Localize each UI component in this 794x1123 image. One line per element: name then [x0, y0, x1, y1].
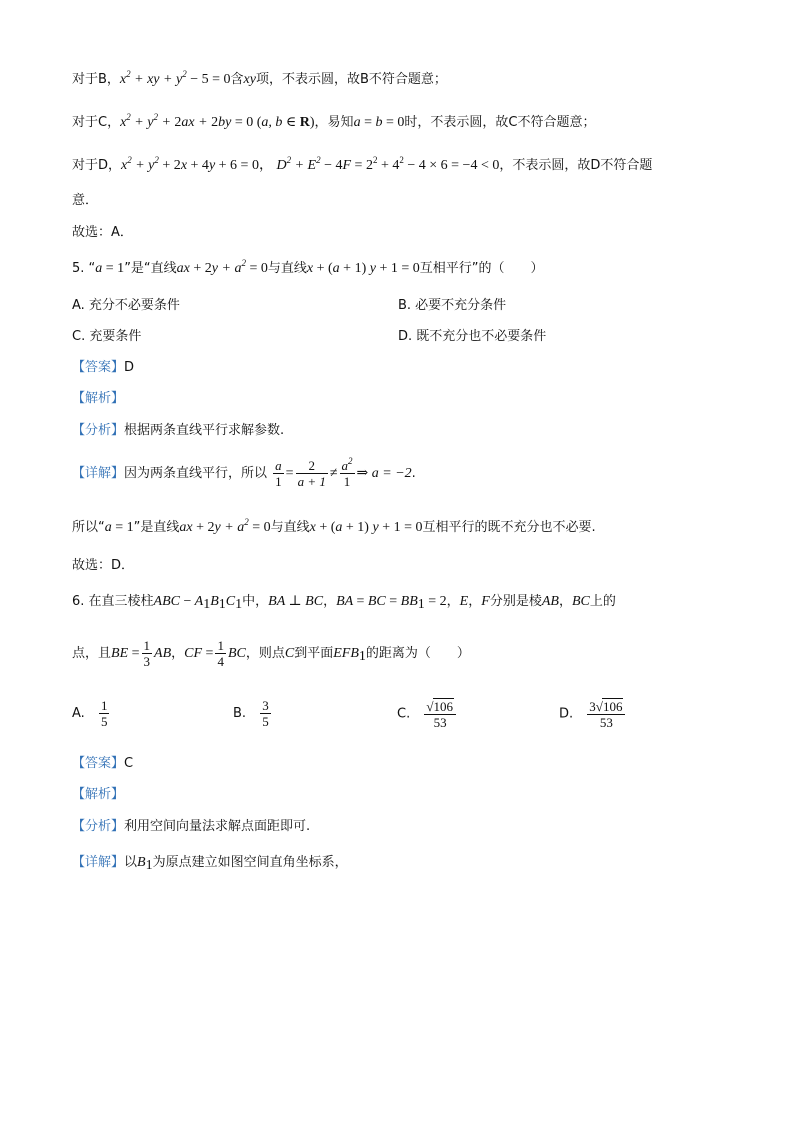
text: 意．: [72, 193, 99, 208]
q6-detail: [72, 854, 348, 872]
text: 互相平行的既不充分也不必要.: [422, 520, 596, 535]
text: ”是直线: [133, 520, 180, 535]
answer-tag: 【答案】: [72, 360, 125, 375]
text: 时，不表示圆，故C不符合题意；: [404, 115, 596, 130]
text: ，: [323, 594, 337, 609]
choose-d: [72, 557, 134, 575]
formula: xy: [243, 72, 256, 87]
detail-tag: 【详解】: [72, 466, 125, 481]
formula: ax + $2y + a^2 = 0$: [179, 517, 271, 535]
text: ，则点: [245, 646, 285, 661]
fraction: $\frac{a}{1}$: [275, 458, 282, 489]
q5-conclusion: [72, 519, 596, 537]
text: 的距离为（ ）: [365, 646, 470, 661]
q5-parse: [72, 390, 124, 408]
text: 对于B，: [72, 72, 120, 87]
formula: F: [481, 594, 490, 609]
q5-option-c[interactable]: [72, 328, 141, 346]
text: 利用空间向量法求解点面距即可.: [124, 819, 311, 834]
option-text: C. 充要条件: [72, 329, 142, 344]
text: ”是“直线: [124, 261, 177, 276]
option-text: A. 充分不必要条件: [72, 298, 180, 313]
formula: BC: [571, 594, 590, 609]
formula: CF =: [184, 646, 214, 661]
q6-answer: [72, 755, 133, 773]
text: 对于C，: [72, 115, 121, 130]
text: 5. “: [72, 261, 96, 276]
formula: a = 1: [95, 261, 125, 276]
formula: AB: [541, 594, 559, 609]
text: 互相平行”的（ ）: [419, 261, 544, 276]
formula: BE =: [111, 646, 140, 661]
text: 故选：A．: [72, 225, 133, 240]
text: 含: [230, 72, 244, 87]
question-6-line-2: 点，且BE = $\frac{1}{3}$ AB，CF = $\frac{1}{4}$ BC，则点C到平面$EFB_1$的距离为（ ）: [72, 638, 470, 669]
analysis-tag: 【分析】: [72, 819, 125, 834]
q5-analysis: [72, 422, 284, 440]
fraction: $\frac{1}{3}$: [143, 638, 151, 669]
text: ，: [446, 594, 460, 609]
detail-tag: 【详解】: [72, 855, 125, 870]
formula: E: [459, 594, 469, 609]
line-case-d-cont: [72, 192, 98, 210]
formula: BA ⊥ BC: [268, 594, 324, 609]
formula: ⇒ a = −2: [356, 466, 412, 481]
text: 点，且: [72, 646, 112, 661]
parse-tag: 【解析】: [72, 787, 125, 802]
text: ，: [171, 646, 185, 661]
text: 到平面: [294, 646, 334, 661]
formula: $EFB_1$: [333, 646, 366, 664]
q6-analysis: [72, 818, 310, 836]
analysis-tag: 【分析】: [72, 423, 125, 438]
option-text: D. 既不充分也不必要条件: [398, 329, 547, 344]
fraction: $\frac{3}{5}$: [262, 698, 269, 729]
q6-option-c[interactable]: [397, 698, 458, 731]
q5-option-b[interactable]: [398, 297, 506, 315]
text: ，易知: [314, 115, 354, 130]
formula: $x^2$ + xy + $y^2 - 5 = 0$: [119, 69, 231, 87]
q6-option-b[interactable]: [233, 698, 273, 730]
question-6: 6. 在直三棱柱ABC − $A_1B_1C_1$中，BA ⊥ BC，BA = BC = $BB_1 = 2$，E，F分别是棱AB，BC上的: [72, 594, 616, 612]
option-label: D.: [559, 706, 574, 722]
q6-option-a[interactable]: [72, 698, 111, 730]
answer-value: C: [124, 756, 134, 771]
formula: a = b = 0: [353, 115, 405, 130]
text: 上的: [589, 594, 616, 609]
text: ，: [468, 594, 482, 609]
answer-tag: 【答案】: [72, 756, 125, 771]
formula: x + (a + 1) y + 1 = 0: [309, 520, 423, 535]
formula: ax + $2y + a^2 = 0$: [176, 258, 268, 276]
option-label: A.: [72, 706, 85, 721]
formula: $B_1$: [137, 855, 153, 873]
formula: ABC − $A_1B_1C_1$: [153, 594, 243, 612]
text: 分别是棱: [489, 594, 542, 609]
line-case-b: [72, 71, 447, 89]
option-label: C.: [397, 706, 411, 722]
answer-value: D: [124, 360, 135, 375]
line-case-d: [72, 157, 652, 175]
line-case-c: [72, 114, 595, 132]
text: 对于D，: [72, 158, 122, 173]
text: 6. 在直三棱柱: [72, 594, 154, 609]
formula: x + (a + 1) y + 1 = 0: [306, 261, 420, 276]
text: 项，不表示圆，故B不符合题意；: [255, 72, 447, 87]
option-text: B. 必要不充分条件: [398, 298, 507, 313]
formula: $x^2 + y^2 + 2x + 4y + 6 = 0$， $D^2 + E^2 - 4F = 2^2 + 4^2 - 4 \times 6 = -4 < 0$: [121, 155, 500, 173]
question-5: [72, 260, 544, 278]
q5-detail: 【详解】因为两条直线平行，所以 $\frac{a}{1}$ = $\frac{2}{a + 1}$ ≠ $\frac{a^2}{1}$ ⇒ a = −2.: [72, 456, 416, 489]
text: 因为两条直线平行，所以: [124, 466, 268, 481]
q5-option-d[interactable]: [398, 328, 546, 346]
text: 所以“: [72, 520, 105, 535]
text: 与直线: [267, 261, 307, 276]
formula: BA = BC = $BB_1 = 2$: [336, 594, 447, 612]
formula: $x^2 + y^2 + 2ax + 2by = 0$ (a, b ∈ R): [120, 112, 315, 130]
text: 根据两条直线平行求解参数.: [124, 423, 285, 438]
choose-a: [72, 224, 133, 242]
text: ，不表示圆，故D不符合题: [499, 158, 653, 173]
fraction: $\frac{1}{4}$: [217, 638, 224, 669]
q5-answer: [72, 359, 134, 377]
fraction: $\frac{√106}{53}$: [424, 698, 456, 730]
fraction: $\frac{2}{a + 1}$: [297, 458, 326, 489]
q6-option-d[interactable]: [559, 698, 627, 731]
q5-option-a[interactable]: [72, 297, 180, 315]
fraction: $\frac{1}{5}$: [100, 698, 108, 729]
parse-tag: 【解析】: [72, 391, 125, 406]
text: 为原点建立如图空间直角坐标系，: [152, 855, 348, 870]
text: 与直线: [270, 520, 310, 535]
fraction: $\frac{a^2}{1}$: [341, 456, 353, 489]
text: 故选：D．: [72, 558, 135, 573]
text: 中，: [242, 594, 269, 609]
option-label: B.: [233, 706, 247, 721]
formula: a = 1: [104, 520, 134, 535]
q6-parse: [72, 786, 124, 804]
fraction: $\frac{3√106}{53}$: [587, 698, 625, 730]
formula: C: [284, 646, 295, 661]
text: 以: [124, 855, 138, 870]
